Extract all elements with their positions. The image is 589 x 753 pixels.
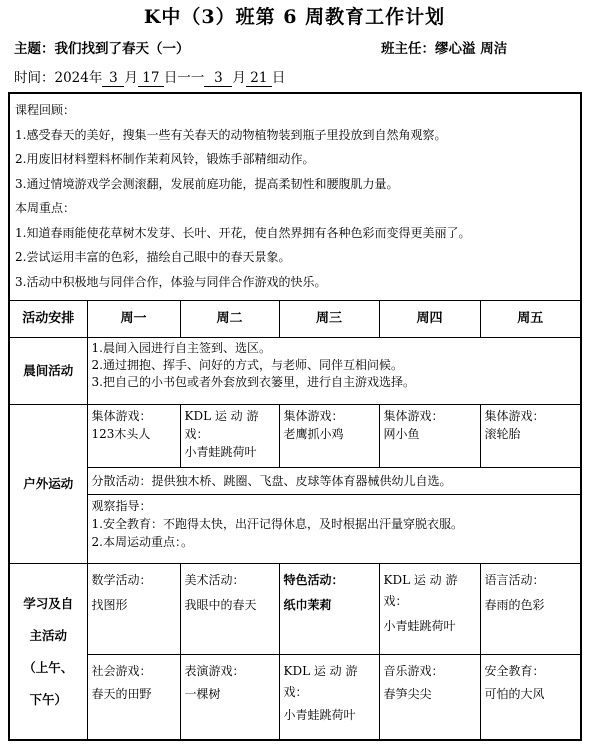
- date-day-char: 日: [271, 70, 286, 86]
- study-thu-2: [379, 655, 480, 741]
- review-row: [9, 93, 581, 301]
- game-name: 网小鱼: [383, 427, 420, 441]
- game-name: 老鹰抓小鸡: [283, 427, 344, 441]
- study-mon-2: [87, 655, 180, 741]
- activity-type: 数学活动：: [91, 573, 152, 587]
- study-tue-2: [180, 655, 279, 741]
- header-thursday: 周四: [379, 301, 480, 338]
- game-type: 集体游戏：: [383, 409, 444, 423]
- outdoor-game-thu: [379, 405, 480, 468]
- morning-line: 1.晨间入园进行自主签到、选区。: [91, 341, 271, 355]
- date-month-char: 月: [124, 70, 138, 86]
- study-thu-1: [379, 564, 480, 655]
- study-row-2: [9, 655, 581, 741]
- game-name: 小青蛙跳荷叶: [184, 445, 257, 459]
- game-type: 集体游戏：: [283, 409, 344, 423]
- game-type: KDL 运 动 游戏：: [184, 409, 259, 441]
- study-fri-2: [480, 655, 581, 741]
- teacher-label: 班主任：缪心溢 周洁: [381, 41, 508, 57]
- header-tuesday: 周二: [180, 301, 279, 338]
- activity-name: 一棵树: [184, 687, 221, 701]
- outdoor-game-wed: [279, 405, 379, 468]
- review-item: 3.通过情境游戏学会测滚翻，发展前庭功能，提高柔韧性和腰腹肌力量。: [15, 176, 399, 191]
- activity-type: 特色活动：: [283, 573, 344, 587]
- header-row: [9, 301, 581, 338]
- header-friday: 周五: [480, 301, 581, 338]
- activity-name: 春天的田野: [91, 687, 152, 701]
- date-prefix: 时间：2024年: [14, 70, 103, 86]
- activity-type: 语言活动：: [484, 573, 545, 587]
- study-fri-1: [480, 564, 581, 655]
- date-day-start: 17: [138, 70, 164, 87]
- focus-heading: 本周重点：: [15, 201, 76, 215]
- date-month-char-2: 月: [232, 70, 246, 86]
- activity-type: 社会游戏：: [91, 664, 152, 678]
- date-month-end: 3: [204, 70, 232, 87]
- activity-name: 纸巾茉莉: [283, 598, 332, 612]
- activity-type: KDL 运 动 游戏：: [283, 664, 358, 699]
- morning-label: 晨间活动: [9, 338, 87, 405]
- guide-line: 1.安全教育：不跑得太快，出汗记得休息，及时根据出汗量穿脱衣服。: [91, 517, 463, 531]
- outdoor-game-mon: [87, 405, 180, 468]
- header-activity: 活动安排: [9, 301, 87, 338]
- study-label-line: 主活动: [29, 627, 67, 643]
- scatter-activity: 分散活动：提供独木桥、跳圈、飞盘、皮球等体育器械供幼儿自选。: [87, 468, 581, 495]
- date-range: [14, 66, 285, 87]
- activity-name: 小青蛙跳荷叶: [383, 619, 456, 633]
- morning-content: [87, 338, 581, 405]
- plan-table: [8, 92, 582, 741]
- course-review-cell: [9, 93, 581, 301]
- date-month-start: 3: [102, 70, 124, 87]
- header-wednesday: 周三: [279, 301, 379, 338]
- game-type: 集体游戏：: [484, 409, 545, 423]
- study-label: [9, 564, 87, 741]
- study-wed-1: [279, 564, 379, 655]
- review-item: 2.用废旧材料塑料杯制作茉莉风铃，锻炼手部精细动作。: [15, 152, 315, 166]
- study-wed-2: [279, 655, 379, 741]
- study-row-1: [9, 564, 581, 655]
- outdoor-guide-row: [9, 495, 581, 564]
- activity-name: 可怕的大风: [484, 687, 545, 701]
- review-heading: 课程回顾：: [15, 103, 76, 117]
- game-type: 集体游戏：: [91, 409, 152, 423]
- header-monday: 周一: [87, 301, 180, 338]
- focus-item: 3.活动中积极地与同伴合作，体验与同伴合作游戏的快乐。: [15, 274, 327, 289]
- activity-name: 春笋尖尖: [383, 687, 432, 701]
- activity-name: 我眼中的春天: [184, 598, 257, 612]
- morning-row: [9, 338, 581, 405]
- guide-heading: 观察指导：: [91, 499, 152, 513]
- study-label-line: （上午、: [23, 659, 74, 675]
- page-title: K中（3）班第 6 周教育工作计划: [143, 6, 446, 28]
- activity-type: KDL 运 动 游戏：: [383, 573, 458, 608]
- outdoor-game-fri: [480, 405, 581, 468]
- study-tue-1: [180, 564, 279, 655]
- game-name: 滚轮胎: [484, 427, 521, 441]
- date-separator: 日一一: [163, 70, 205, 86]
- outdoor-label: 户外运动: [9, 405, 87, 564]
- activity-type: 音乐游戏：: [383, 664, 444, 678]
- activity-name: 春雨的色彩: [484, 598, 545, 612]
- study-label-line: 学习及自: [23, 595, 74, 611]
- review-item: 1.感受春天的美好，搜集一些有关春天的动物植物装到瓶子里投放到自然角观察。: [15, 127, 447, 142]
- focus-item: 1.知道春雨能使花草树木发芽、长叶、开花，使自然界拥有各种色彩而变得更美丽了。: [15, 225, 471, 240]
- morning-line: 2.通过拥抱、挥手、问好的方式，与老师、同伴互相问候。: [91, 358, 403, 372]
- guide-line: 2.本周运动重点：。: [91, 535, 193, 549]
- study-mon-1: [87, 564, 180, 655]
- theme-label: 主题：我们找到了春天（一）: [14, 41, 190, 57]
- outdoor-games-row: [9, 405, 581, 468]
- study-label-line: 下午）: [29, 691, 67, 707]
- date-day-end: 21: [246, 70, 272, 87]
- outdoor-scatter-row: [9, 468, 581, 495]
- activity-name: 找图形: [91, 598, 128, 612]
- activity-type: 表演游戏：: [184, 664, 245, 678]
- observation-guide: [87, 495, 581, 564]
- activity-type: 美术活动：: [184, 573, 245, 587]
- activity-name: 小青蛙跳荷叶: [283, 708, 356, 722]
- outdoor-game-tue: [180, 405, 279, 468]
- game-name: 123木头人: [91, 427, 151, 441]
- morning-line: 3.把自己的小书包或者外套放到衣篓里，进行自主游戏选择。: [91, 375, 415, 389]
- focus-item: 2.尝试运用丰富的色彩，描绘自己眼中的春天景象。: [15, 250, 291, 264]
- activity-type: 安全教育：: [484, 664, 545, 678]
